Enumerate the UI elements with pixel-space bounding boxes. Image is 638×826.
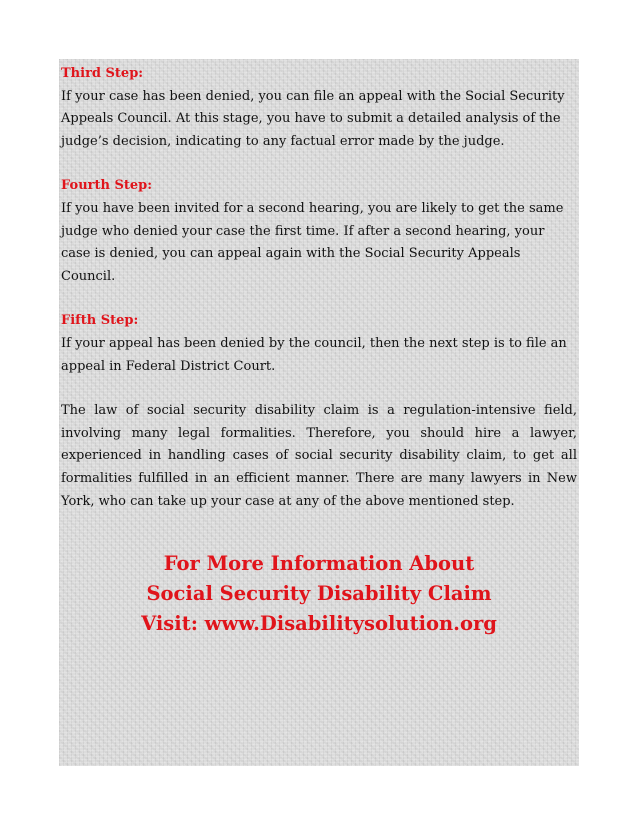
step-heading-third: Third Step: [61,66,144,81]
step-section-third [61,63,577,153]
steps-content [61,63,577,513]
textured-content-panel [59,59,579,766]
step-text-fifth: If your appeal has been denied by the council, then the next step is to file an appeal in Federal District Court. [61,335,567,374]
step-section-fifth [61,310,577,378]
cta-line-1: For More Information About [163,552,475,576]
step-heading-fourth: Fourth Step: [61,178,153,194]
step-section-fourth [61,175,577,288]
step-text-third: If your case has been denied, you can file an appeal with the Social Security Appeals Council. At this stage, you have to submit a detailed analysis of the judge’s decision, indicating to any factual error made by the judge. [61,88,565,149]
step-text-fourth: If you have been invited for a second hearing, you are likely to get the same judge who denied your case the first time. If after a second hearing, your case is denied, you can appeal again with the Social Security Appeals Council. [61,200,564,284]
cta-line-2: Social Security Disability Claim [146,582,492,606]
call-to-action [61,549,577,639]
cta-website-link[interactable]: Visit: www.Disabilitysolution.org [141,612,497,636]
conclusion-paragraph: The law of social security disability claim is a regulation-intensive field, involving many legal formalities. Therefore, you should hire a lawyer, experienced in handling cases of social security disability claim, to get all formalities fulfilled in an efficient manner. There are many lawyers in New York, who can take up your case at any of the above mentioned step. [61,403,577,509]
step-heading-fifth: Fifth Step: [61,313,139,329]
